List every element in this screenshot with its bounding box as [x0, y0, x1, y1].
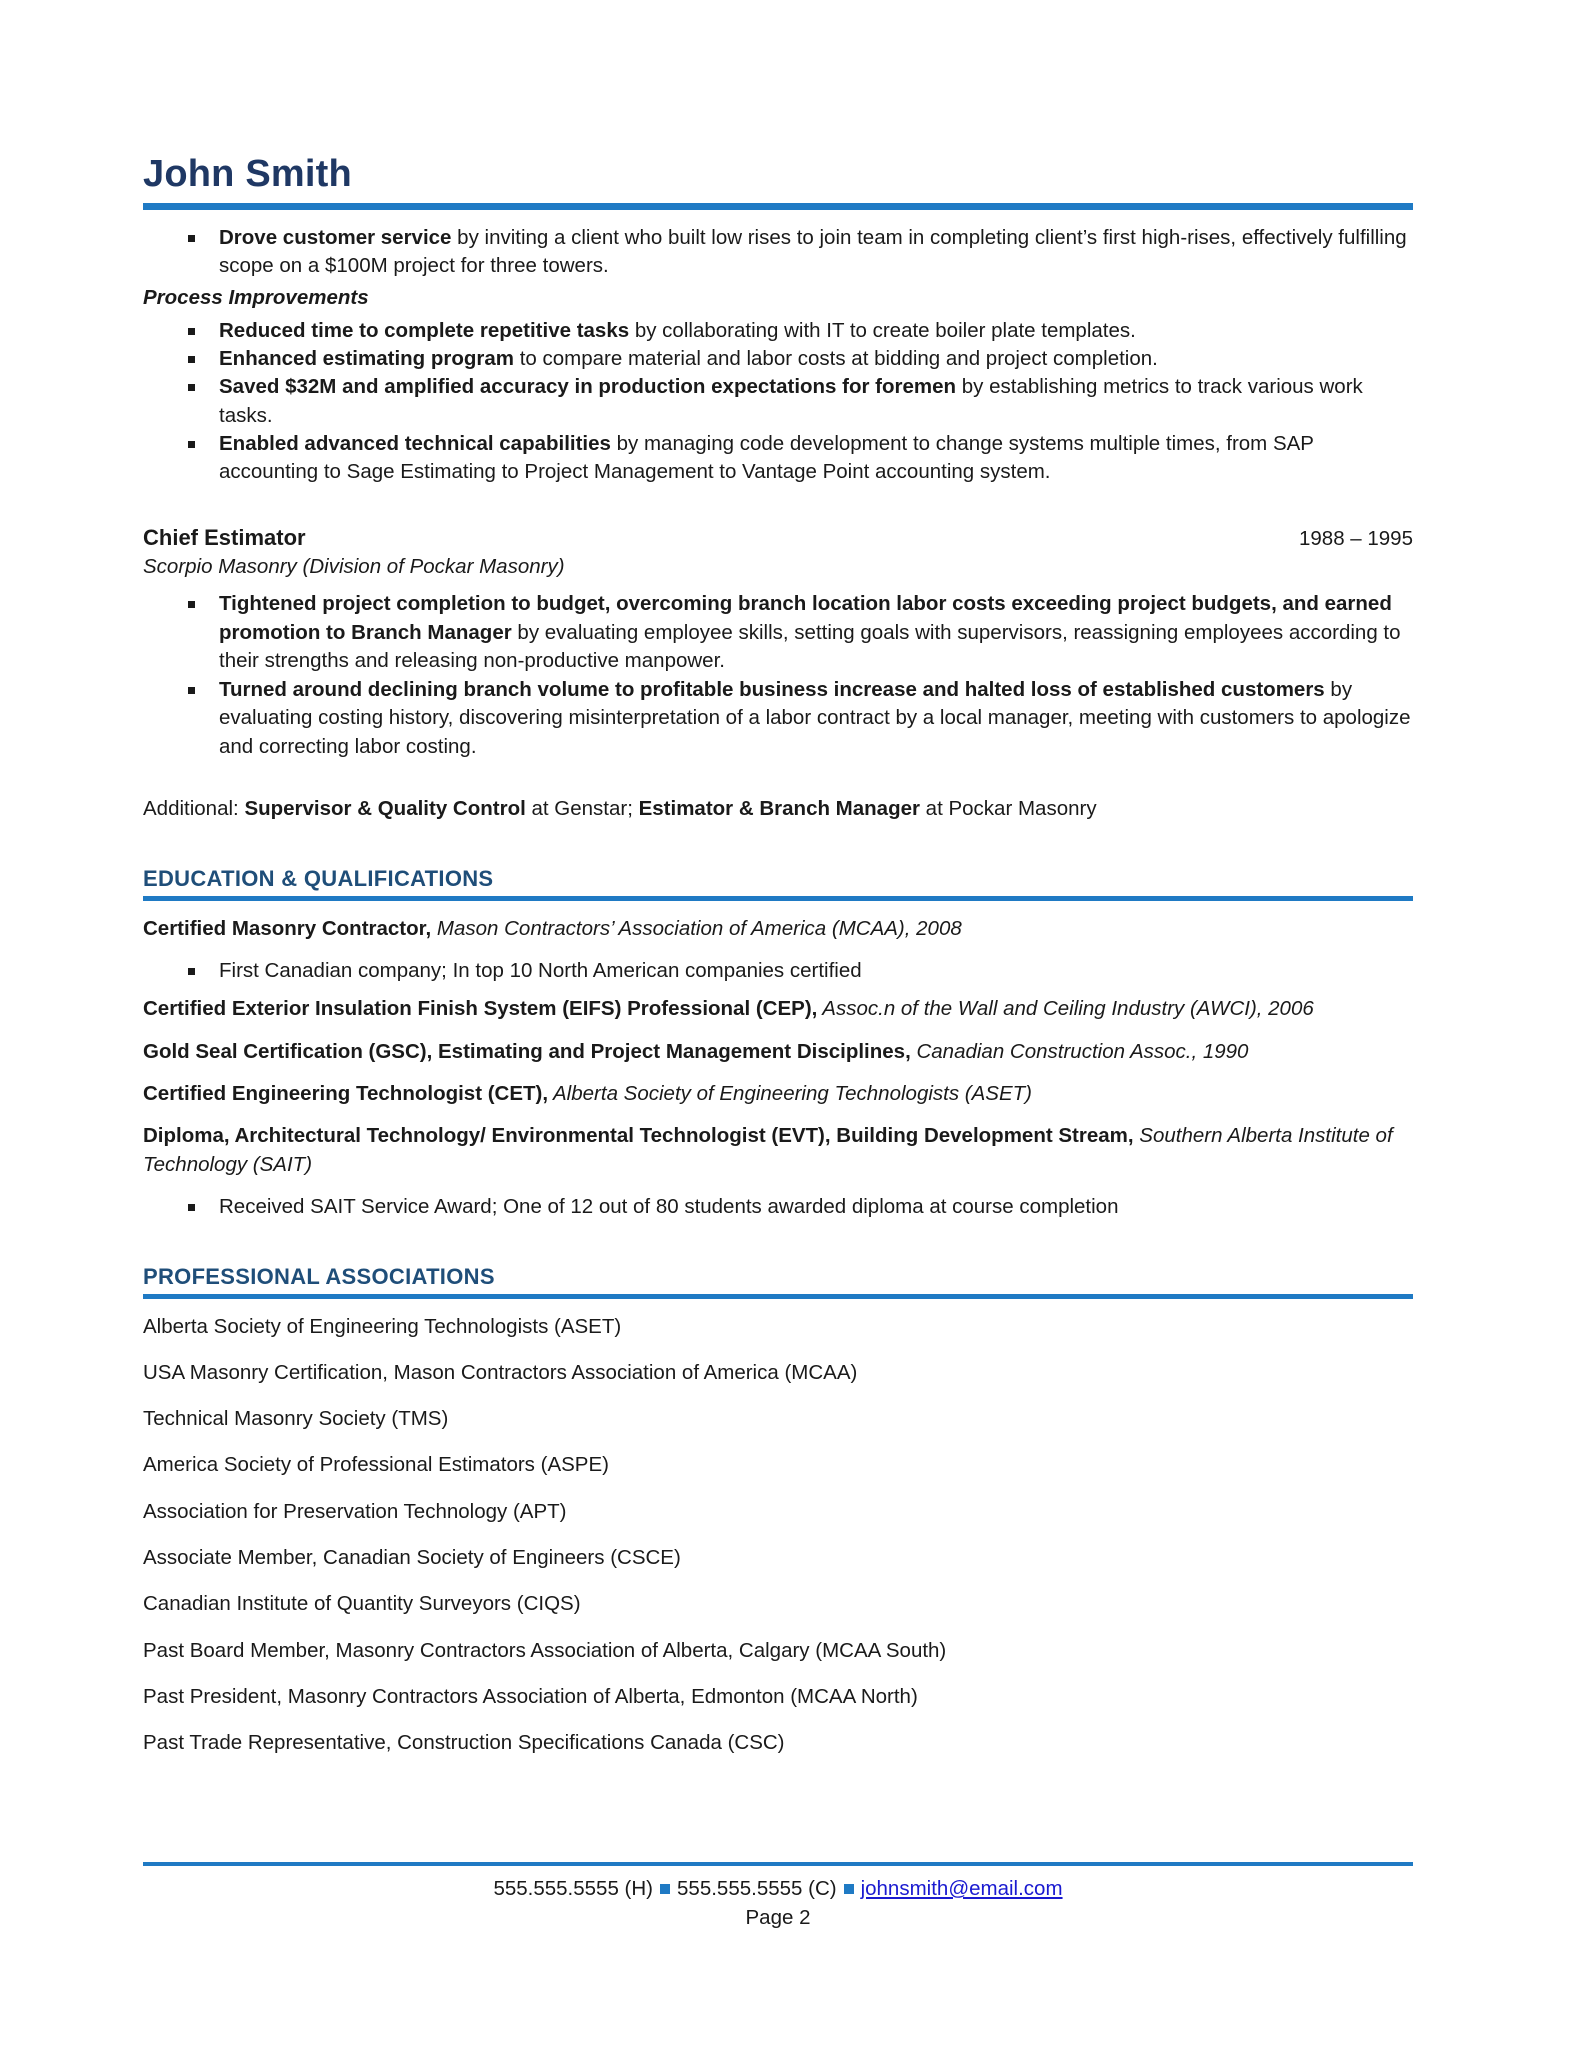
bullet-rest: by collaborating with IT to create boiler plate templates.: [629, 318, 1136, 342]
education-entry: [143, 1038, 1413, 1066]
bullet-bold-lead: Turned around declining branch volume to profitable business increase and halted loss of established customers: [219, 678, 1325, 702]
bullet-bold-lead: Enabled advanced technical capabilities: [219, 431, 611, 455]
bullet-bold-lead: Saved $32M and amplified accuracy in production expectations for foremen: [219, 375, 957, 399]
list-item: Past Board Member, Masonry Contractors Association of Alberta, Calgary (MCAA South): [143, 1638, 947, 1662]
footer-phone-cell: 555.555.5555 (C): [677, 1877, 837, 1900]
education-entry: [143, 1122, 1413, 1179]
list-item: [143, 317, 1413, 345]
process-improvements-list: [143, 317, 1413, 487]
education-sub-bullets: [143, 957, 1413, 985]
bullet-bold-lead: Enhanced estimating program: [219, 347, 515, 371]
additional-label: Additional:: [143, 797, 245, 821]
list-item: [143, 590, 1413, 675]
footer-page-number: Page 2: [745, 1905, 811, 1929]
bullet-bold-lead: Reduced time to complete repetitive tasks: [219, 318, 630, 342]
job-header-row: [143, 524, 1413, 553]
square-separator-icon: [844, 1884, 854, 1894]
bullet-rest: by evaluating employee skills, setting goals with supervisors, reassigning employees according to their strengths and releasing non-productive manpower.: [219, 620, 1401, 672]
education-entry-detail: Alberta Society of Engineering Technologists (ASET): [548, 1081, 1032, 1105]
footer-contact-line: [143, 1876, 1413, 1903]
section-rule-education: [143, 896, 1413, 901]
page-content: [143, 155, 1413, 1775]
list-item: [143, 676, 1413, 761]
list-item: America Society of Professional Estimators (ASPE): [143, 1453, 609, 1477]
square-separator-icon: [660, 1884, 670, 1894]
bullet-rest: by managing code development to change systems multiple times, from SAP accounting to Sage Estimating to Project Management to Vantage Point accounting system.: [219, 431, 1314, 484]
job-dates: 1988 – 1995: [1298, 527, 1413, 551]
list-item: Past President, Masonry Contractors Association of Alberta, Edmonton (MCAA North): [143, 1684, 918, 1708]
list-item: USA Masonry Certification, Mason Contractors Association of America (MCAA): [143, 1360, 858, 1384]
education-sub-bullets: [143, 1193, 1413, 1221]
bullet-rest: by establishing metrics to track various work tasks.: [219, 375, 1363, 427]
job-bullet-list: [143, 590, 1413, 761]
header-rule: [143, 203, 1413, 210]
education-entry-title: Diploma, Architectural Technology/ Environmental Technologist (EVT), Building Development Stream,: [143, 1124, 1134, 1148]
additional-role-2: Estimator & Branch Manager: [638, 797, 920, 821]
page-title: John Smith: [143, 153, 352, 195]
process-improvements-subheading: Process Improvements: [143, 286, 369, 310]
education-entry-detail: Mason Contractors’ Association of America (MCAA), 2008: [431, 916, 962, 940]
page-footer: [143, 1862, 1413, 1931]
education-entry-title: Gold Seal Certification (GSC), Estimating and Project Management Disciplines,: [143, 1039, 911, 1063]
list-item: [143, 224, 1413, 281]
footer-email-link[interactable]: johnsmith@email.com: [860, 1877, 1063, 1900]
section-heading-associations: PROFESSIONAL ASSOCIATIONS: [143, 1264, 495, 1290]
education-entry-detail: Canadian Construction Assoc., 1990: [910, 1039, 1249, 1063]
list-item: Technical Masonry Society (TMS): [143, 1407, 449, 1431]
list-item: Association for Preservation Technology (APT): [143, 1499, 567, 1523]
education-entry: [143, 995, 1413, 1023]
section-heading-education: EDUCATION & QUALIFICATIONS: [143, 866, 494, 892]
bullet-rest: by inviting a client who built low rises to join team in completing client’s first high-rises, effectively fulfilling scope on a $100M project for three towers.: [219, 225, 1407, 278]
education-entry-title: Certified Exterior Insulation Finish System (EIFS) Professional (CEP),: [143, 997, 818, 1021]
education-entry: [143, 915, 1413, 943]
job-company: Scorpio Masonry (Division of Pockar Masonry): [143, 555, 565, 579]
education-entry: [143, 1080, 1413, 1108]
education-entry-title: Certified Masonry Contractor,: [143, 916, 432, 940]
additional-mid-1: at Genstar;: [525, 797, 639, 821]
bullet-rest: by evaluating costing history, discovering misinterpretation of a labor contract by a local manager, meeting with customers to apologize and correcting labor costing.: [219, 678, 1411, 758]
lead-bullet-list: [143, 224, 1413, 281]
section-rule-associations: [143, 1294, 1413, 1299]
additional-role-1: Supervisor & Quality Control: [244, 797, 526, 821]
list-item: [143, 430, 1413, 487]
bullet-bold-lead: Drove customer service: [219, 225, 452, 249]
education-entry-detail: Assoc.n of the Wall and Ceiling Industry (AWCI), 2006: [817, 997, 1314, 1021]
bullet-rest: to compare material and labor costs at bidding and project completion.: [514, 347, 1158, 371]
list-item: Received SAIT Service Award; One of 12 out of 80 students awarded diploma at course completion: [143, 1193, 1413, 1221]
list-item: Associate Member, Canadian Society of Engineers (CSCE): [143, 1545, 681, 1569]
list-item: First Canadian company; In top 10 North American companies certified: [143, 957, 1413, 985]
footer-rule: [143, 1862, 1413, 1866]
footer-phone-home: 555.555.5555 (H): [493, 1877, 654, 1900]
list-item: Alberta Society of Engineering Technologists (ASET): [143, 1314, 622, 1338]
list-item: [143, 373, 1413, 430]
job-title: Chief Estimator: [143, 525, 306, 551]
additional-roles-line: [143, 795, 1413, 823]
list-item: Canadian Institute of Quantity Surveyors (CIQS): [143, 1592, 581, 1616]
education-entry-title: Certified Engineering Technologist (CET),: [143, 1081, 549, 1105]
bullet-bold-lead: Tightened project completion to budget, overcoming branch location labor costs exceeding project budgets, and earned promotion to Branch Manager: [219, 592, 1392, 644]
additional-mid-2: at Pockar Masonry: [919, 797, 1097, 821]
list-item: Past Trade Representative, Construction Specifications Canada (CSC): [143, 1731, 785, 1755]
education-entry-detail: Southern Alberta Institute of Technology (SAIT): [143, 1124, 1393, 1176]
list-item: [143, 345, 1413, 373]
